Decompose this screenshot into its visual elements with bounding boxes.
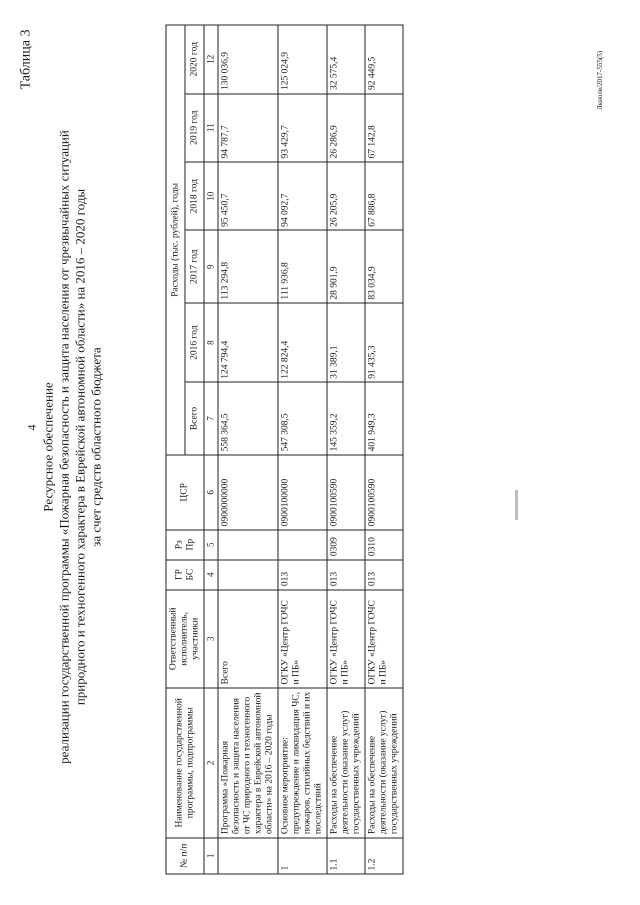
cell-2020: 92 449,5 — [365, 25, 403, 94]
header-grbs: ГР БС — [166, 560, 204, 590]
header-2017: 2017 год — [185, 230, 204, 303]
document-title — [41, 50, 105, 845]
cell-name: Расходы на обеспечение деятельности (оказание услуг) государственных учреждений — [327, 688, 365, 838]
column-number: 8 — [204, 303, 218, 382]
table-row — [365, 25, 403, 874]
cell-total: 145 359,2 — [327, 382, 365, 455]
column-number: 12 — [204, 25, 218, 94]
cell-num: 1 — [278, 838, 327, 874]
rotated-page-content — [1, 0, 640, 905]
cell-2018: 67 886,8 — [365, 162, 403, 230]
table-row — [327, 25, 365, 874]
cell-2019: 94 787,7 — [218, 94, 278, 162]
cell-2016: 122 824,4 — [278, 303, 327, 382]
header-2019: 2019 год — [185, 94, 204, 162]
cell-name: Расходы на обеспечение деятельности (оказание услуг) государственных учреждений — [365, 688, 403, 838]
title-line-3: природного и техногенного характера в Еврейской автономной области» на 2016 – 2020 годы — [72, 188, 88, 706]
column-number: 11 — [204, 94, 218, 162]
cell-grbs: 013 — [278, 560, 327, 590]
column-number: 5 — [204, 530, 218, 560]
cell-2020: 32 575,4 — [327, 25, 365, 94]
resource-table — [166, 25, 404, 875]
cell-name: Основное мероприятие: предупреждение и ликвидация ЧС, пожаров, стихийных бедствий и их последствий — [278, 688, 327, 838]
column-number: 6 — [204, 455, 218, 530]
header-responsible: Ответственный исполнитель, участники — [166, 590, 204, 688]
cell-total: 401 949,3 — [365, 382, 403, 455]
title-line-2: реализации государственной программы «Пожарная безопасность и защита населения от чрезвычайных ситуаций — [56, 130, 72, 764]
column-number: 2 — [204, 688, 218, 838]
cell-grbs: 013 — [327, 560, 365, 590]
cell-num: 1.2 — [365, 838, 403, 874]
cell-responsible: ОГКУ «Центр ГОЧС и ПБ» — [365, 590, 403, 688]
header-expenses-group: Расходы (тыс. рублей), годы — [166, 25, 185, 455]
header-2016: 2016 год — [185, 303, 204, 382]
table-label: Таблица 3 — [18, 29, 34, 90]
column-number: 1 — [204, 838, 218, 874]
cell-2017: 113 294,8 — [218, 230, 278, 303]
column-number: 3 — [204, 590, 218, 688]
cell-2020: 130 036,9 — [218, 25, 278, 94]
cell-2019: 67 142,8 — [365, 94, 403, 162]
cell-2017: 111 936,8 — [278, 230, 327, 303]
table-row — [278, 25, 327, 874]
cell-2018: 94 092,7 — [278, 162, 327, 230]
cell-num — [218, 838, 278, 874]
column-number-row — [204, 25, 218, 874]
column-number: 9 — [204, 230, 218, 303]
title-line-1: Ресурсное обеспечение — [40, 382, 56, 512]
cell-csr: 0900100590 — [327, 455, 365, 530]
cell-2016: 124 794,4 — [218, 303, 278, 382]
cell-total: 547 308,5 — [278, 382, 327, 455]
header-num: № п/п — [166, 838, 204, 874]
header-2020: 2020 год — [185, 25, 204, 94]
header-row-1 — [166, 25, 185, 874]
cell-csr: 0900100000 — [278, 455, 327, 530]
document-code: Лкнолв/2017-555(5) — [596, 50, 604, 110]
cell-2018: 95 450,7 — [218, 162, 278, 230]
cell-csr: 0900100590 — [365, 455, 403, 530]
cell-2016: 31 389,1 — [327, 303, 365, 382]
cell-rzpr — [218, 530, 278, 560]
column-number: 7 — [204, 382, 218, 455]
cell-2016: 91 435,3 — [365, 303, 403, 382]
cell-rzpr: 0310 — [365, 530, 403, 560]
cell-2019: 26 286,9 — [327, 94, 365, 162]
cell-rzpr — [278, 530, 327, 560]
cell-total: 558 364,5 — [218, 382, 278, 455]
cell-grbs — [218, 560, 278, 590]
cell-rzpr: 0309 — [327, 530, 365, 560]
table-row — [218, 25, 278, 874]
cell-responsible: ОГКУ «Центр ГОЧС и ПБ» — [327, 590, 365, 688]
column-number: 10 — [204, 162, 218, 230]
cell-responsible: ОГКУ «Центр ГОЧС и ПБ» — [278, 590, 327, 688]
header-name: Наименование государственной программы, подпрограммы — [166, 688, 204, 838]
cell-2020: 125 024,9 — [278, 25, 327, 94]
column-number: 4 — [204, 560, 218, 590]
header-2018: 2018 год — [185, 162, 204, 230]
header-total: Всего — [185, 382, 204, 455]
cell-csr: 0900000000 — [218, 455, 278, 530]
cell-2018: 26 205,9 — [327, 162, 365, 230]
cell-2017: 28 901,9 — [327, 230, 365, 303]
page-number: 4 — [24, 424, 39, 431]
cell-name: Программа «Пожарная безопасность и защита населения от ЧС природного и техногенного характера в Еврейской автономной области» на 2016 – 2020 годы — [218, 688, 278, 838]
cell-2017: 83 034,9 — [365, 230, 403, 303]
title-line-4: за счет средств областного бюджета — [88, 347, 104, 547]
cell-grbs: 013 — [365, 560, 403, 590]
header-csr: ЦСР — [166, 455, 204, 530]
cell-responsible: Всего — [218, 590, 278, 688]
header-rzpr: Рз Пр — [166, 530, 204, 560]
cell-num: 1.1 — [327, 838, 365, 874]
cell-2019: 93 429,7 — [278, 94, 327, 162]
